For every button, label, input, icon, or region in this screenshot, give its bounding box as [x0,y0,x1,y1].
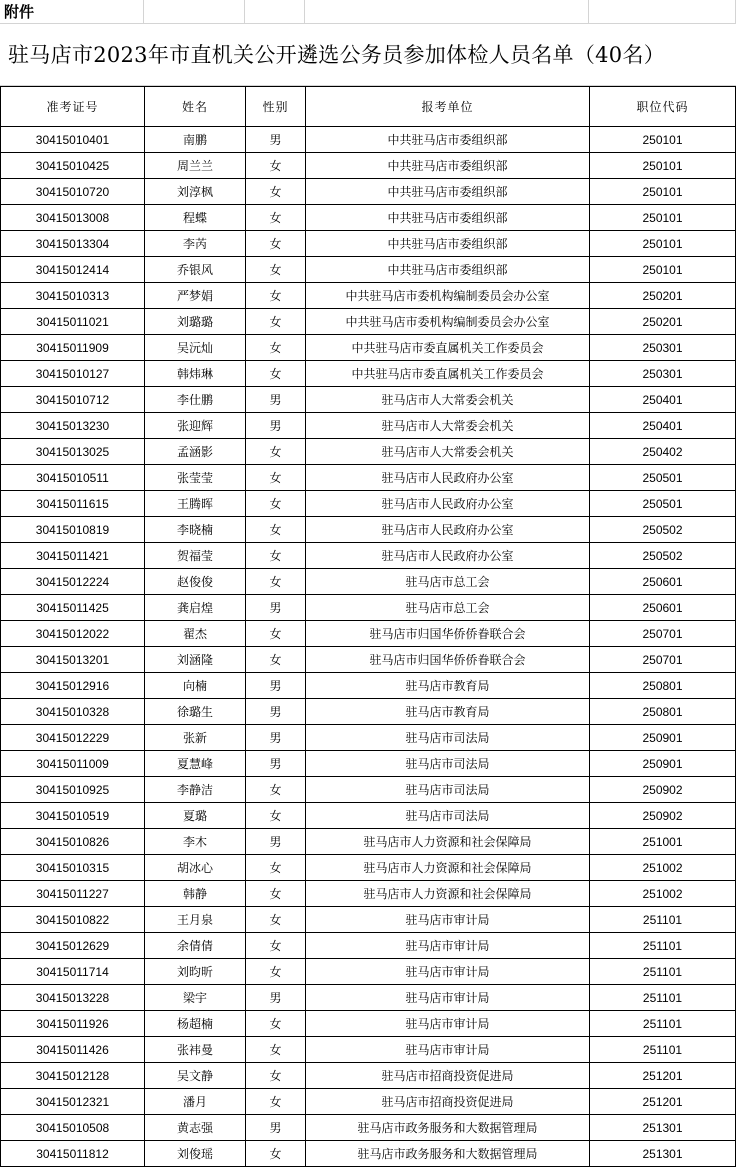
cell-position-code[interactable]: 250901 [590,751,736,777]
cell-unit[interactable]: 中共驻马店市委组织部 [306,179,590,205]
cell-gender[interactable]: 男 [246,413,306,439]
cell-exam-id[interactable]: 30415010511 [1,465,145,491]
table-row [1,751,736,777]
cell-gender[interactable]: 女 [246,907,306,933]
cell-position-code[interactable]: 250401 [590,413,736,439]
table-row [1,465,736,491]
cell-position-code[interactable]: 250101 [590,231,736,257]
table-row [1,179,736,205]
cell-position-code[interactable]: 251301 [590,1141,736,1167]
cell-unit[interactable]: 驻马店市教育局 [306,673,590,699]
cell-exam-id[interactable]: 30415010822 [1,907,145,933]
cell-position-code[interactable]: 250901 [590,725,736,751]
cell-unit[interactable]: 中共驻马店市委组织部 [306,153,590,179]
cell-gender[interactable]: 女 [246,1063,306,1089]
cell-exam-id[interactable]: 30415012414 [1,257,145,283]
cell-unit[interactable]: 中共驻马店市委组织部 [306,257,590,283]
header-unit[interactable]: 报考单位 [306,87,590,127]
cell-unit[interactable]: 驻马店市司法局 [306,751,590,777]
cell-position-code[interactable]: 251201 [590,1063,736,1089]
cell-gender[interactable]: 女 [246,777,306,803]
cell-unit[interactable]: 驻马店市审计局 [306,933,590,959]
cell-exam-id[interactable]: 30415010925 [1,777,145,803]
cell-position-code[interactable]: 250801 [590,673,736,699]
cell-gender[interactable]: 女 [246,1011,306,1037]
cell-position-code[interactable]: 250601 [590,595,736,621]
cell-exam-id[interactable]: 30415011009 [1,751,145,777]
cell-gender[interactable]: 男 [246,751,306,777]
cell-exam-id[interactable]: 30415013008 [1,205,145,231]
table-row [1,335,736,361]
cell-gender[interactable]: 男 [246,595,306,621]
cell-name[interactable]: 刘淳枫 [145,179,246,205]
cell-unit[interactable]: 驻马店市总工会 [306,595,590,621]
cell-name[interactable]: 余倩倩 [145,933,246,959]
cell-exam-id[interactable]: 30415010313 [1,283,145,309]
cell-unit[interactable]: 中共驻马店市委组织部 [306,127,590,153]
cell-unit[interactable]: 驻马店市归国华侨侨眷联合会 [306,647,590,673]
cell-exam-id[interactable]: 30415010425 [1,153,145,179]
cell-unit[interactable]: 驻马店市人大常委会机关 [306,413,590,439]
cell-exam-id[interactable]: 30415011425 [1,595,145,621]
table-row [1,673,736,699]
cell-exam-id[interactable]: 30415011615 [1,491,145,517]
table-row [1,1037,736,1063]
table-row [1,725,736,751]
cell-position-code[interactable]: 250101 [590,257,736,283]
cell-position-code[interactable]: 250301 [590,335,736,361]
cell-position-code[interactable]: 251101 [590,933,736,959]
cell-name[interactable]: 翟杰 [145,621,246,647]
empty-cell[interactable] [245,0,305,24]
cell-unit[interactable]: 驻马店市教育局 [306,699,590,725]
cell-unit[interactable]: 驻马店市人民政府办公室 [306,517,590,543]
cell-gender[interactable]: 女 [246,803,306,829]
cell-name[interactable]: 胡冰心 [145,855,246,881]
cell-position-code[interactable]: 251201 [590,1089,736,1115]
cell-name[interactable]: 吴文静 [145,1063,246,1089]
cell-name[interactable]: 王月泉 [145,907,246,933]
cell-name[interactable]: 贺福莹 [145,543,246,569]
cell-name[interactable]: 韩静 [145,881,246,907]
cell-exam-id[interactable]: 30415010819 [1,517,145,543]
cell-name[interactable]: 周兰兰 [145,153,246,179]
cell-position-code[interactable]: 250601 [590,569,736,595]
cell-name[interactable]: 程蝶 [145,205,246,231]
cell-exam-id[interactable]: 30415012916 [1,673,145,699]
cell-unit[interactable]: 驻马店市人大常委会机关 [306,387,590,413]
cell-name[interactable]: 潘月 [145,1089,246,1115]
cell-name[interactable]: 张莹莹 [145,465,246,491]
cell-gender[interactable]: 女 [246,1089,306,1115]
cell-exam-id[interactable]: 30415010127 [1,361,145,387]
cell-exam-id[interactable]: 30415010826 [1,829,145,855]
cell-unit[interactable]: 驻马店市审计局 [306,959,590,985]
cell-unit[interactable]: 驻马店市司法局 [306,725,590,751]
table-row [1,1089,736,1115]
cell-exam-id[interactable]: 30415011421 [1,543,145,569]
cell-unit[interactable]: 中共驻马店市委机构编制委员会办公室 [306,309,590,335]
cell-name[interactable]: 刘俊瑶 [145,1141,246,1167]
cell-gender[interactable]: 女 [246,491,306,517]
cell-unit[interactable]: 驻马店市审计局 [306,1037,590,1063]
cell-unit[interactable]: 驻马店市总工会 [306,569,590,595]
empty-cell[interactable] [589,0,736,24]
cell-position-code[interactable]: 250701 [590,621,736,647]
cell-name[interactable]: 赵俊俊 [145,569,246,595]
cell-exam-id[interactable]: 30415013025 [1,439,145,465]
cell-exam-id[interactable]: 30415012224 [1,569,145,595]
table-row [1,595,736,621]
cell-exam-id[interactable]: 30415011926 [1,1011,145,1037]
cell-position-code[interactable]: 251002 [590,881,736,907]
cell-gender[interactable]: 男 [246,1115,306,1141]
table-row [1,361,736,387]
cell-gender[interactable]: 女 [246,179,306,205]
cell-exam-id[interactable]: 30415013304 [1,231,145,257]
cell-position-code[interactable]: 250402 [590,439,736,465]
cell-position-code[interactable]: 251002 [590,855,736,881]
cell-exam-id[interactable]: 30415013228 [1,985,145,1011]
table-row [1,959,736,985]
cell-exam-id[interactable]: 30415011714 [1,959,145,985]
table-row [1,985,736,1011]
table-row [1,127,736,153]
cell-unit[interactable]: 驻马店市政务服务和大数据管理局 [306,1115,590,1141]
table-row [1,881,736,907]
cell-name[interactable]: 刘璐璐 [145,309,246,335]
cell-unit[interactable]: 驻马店市政务服务和大数据管理局 [306,1141,590,1167]
candidate-table [0,86,736,1167]
cell-gender[interactable]: 女 [246,153,306,179]
cell-unit[interactable]: 驻马店市人民政府办公室 [306,465,590,491]
table-row [1,1141,736,1167]
cell-gender[interactable]: 女 [246,569,306,595]
table-row [1,855,736,881]
cell-position-code[interactable]: 250101 [590,179,736,205]
cell-name[interactable]: 李芮 [145,231,246,257]
cell-exam-id[interactable]: 30415013201 [1,647,145,673]
cell-position-code[interactable]: 250801 [590,699,736,725]
cell-gender[interactable]: 女 [246,439,306,465]
table-row [1,543,736,569]
cell-name[interactable]: 南鹏 [145,127,246,153]
cell-position-code[interactable]: 250201 [590,309,736,335]
cell-unit[interactable]: 驻马店市司法局 [306,803,590,829]
cell-position-code[interactable]: 251101 [590,907,736,933]
cell-unit[interactable]: 驻马店市审计局 [306,985,590,1011]
cell-gender[interactable]: 男 [246,387,306,413]
table-row [1,491,736,517]
cell-name[interactable]: 王腾晖 [145,491,246,517]
cell-position-code[interactable]: 250101 [590,153,736,179]
cell-gender[interactable]: 男 [246,829,306,855]
table-row [1,1115,736,1141]
cell-position-code[interactable]: 250501 [590,491,736,517]
table-row [1,907,736,933]
table-row [1,647,736,673]
cell-gender[interactable]: 女 [246,933,306,959]
cell-gender[interactable]: 女 [246,205,306,231]
cell-exam-id[interactable]: 30415010328 [1,699,145,725]
table-row [1,1063,736,1089]
header-exam-id[interactable]: 准考证号 [1,87,145,127]
cell-position-code[interactable]: 251101 [590,1011,736,1037]
cell-position-code[interactable]: 250301 [590,361,736,387]
table-row [1,153,736,179]
cell-name[interactable]: 李木 [145,829,246,855]
cell-exam-id[interactable]: 30415010519 [1,803,145,829]
cell-name[interactable]: 向楠 [145,673,246,699]
cell-unit[interactable]: 中共驻马店市委直属机关工作委员会 [306,361,590,387]
table-row [1,309,736,335]
cell-name[interactable]: 夏慧峰 [145,751,246,777]
cell-gender[interactable]: 女 [246,283,306,309]
cell-gender[interactable]: 女 [246,543,306,569]
table-row [1,1011,736,1037]
cell-exam-id[interactable]: 30415011426 [1,1037,145,1063]
cell-gender[interactable]: 女 [246,465,306,491]
cell-name[interactable]: 李仕鹏 [145,387,246,413]
cell-position-code[interactable]: 251101 [590,959,736,985]
cell-gender[interactable]: 男 [246,985,306,1011]
table-header-row [1,87,736,127]
cell-position-code[interactable]: 250401 [590,387,736,413]
cell-position-code[interactable]: 250502 [590,517,736,543]
cell-position-code[interactable]: 251301 [590,1115,736,1141]
table-row [1,829,736,855]
cell-exam-id[interactable]: 30415011227 [1,881,145,907]
cell-gender[interactable]: 男 [246,673,306,699]
cell-unit[interactable]: 驻马店市司法局 [306,777,590,803]
cell-position-code[interactable]: 250201 [590,283,736,309]
table-row [1,439,736,465]
cell-unit[interactable]: 中共驻马店市委组织部 [306,205,590,231]
cell-position-code[interactable]: 250101 [590,205,736,231]
cell-gender[interactable]: 男 [246,127,306,153]
cell-unit[interactable]: 驻马店市人民政府办公室 [306,491,590,517]
cell-unit[interactable]: 驻马店市审计局 [306,1011,590,1037]
cell-exam-id[interactable]: 30415010720 [1,179,145,205]
attachment-label[interactable]: 附件 [0,0,144,24]
cell-name[interactable]: 张迎辉 [145,413,246,439]
cell-position-code[interactable]: 250501 [590,465,736,491]
cell-name[interactable]: 刘昀昕 [145,959,246,985]
cell-exam-id[interactable]: 30415010315 [1,855,145,881]
cell-unit[interactable]: 驻马店市人民政府办公室 [306,543,590,569]
cell-unit[interactable]: 驻马店市人大常委会机关 [306,439,590,465]
cell-name[interactable]: 李静洁 [145,777,246,803]
cell-name[interactable]: 龚启煌 [145,595,246,621]
cell-position-code[interactable]: 251001 [590,829,736,855]
cell-name[interactable]: 严梦娟 [145,283,246,309]
cell-unit[interactable]: 驻马店市招商投资促进局 [306,1063,590,1089]
header-position-code[interactable]: 职位代码 [590,87,736,127]
cell-gender[interactable]: 男 [246,699,306,725]
table-row [1,257,736,283]
table-row [1,777,736,803]
cell-name[interactable]: 刘涵隆 [145,647,246,673]
cell-exam-id[interactable]: 30415011909 [1,335,145,361]
cell-position-code[interactable]: 250902 [590,803,736,829]
cell-exam-id[interactable]: 30415010508 [1,1115,145,1141]
cell-name[interactable]: 吴沅灿 [145,335,246,361]
table-row [1,413,736,439]
cell-gender[interactable]: 女 [246,335,306,361]
cell-exam-id[interactable]: 30415012022 [1,621,145,647]
cell-exam-id[interactable]: 30415011021 [1,309,145,335]
page-title[interactable]: 驻马店市2023年市直机关公开遴选公务员参加体检人员名单（40名） [8,43,666,67]
cell-gender[interactable]: 女 [246,309,306,335]
attachment-row [0,0,736,24]
cell-name[interactable]: 张袆曼 [145,1037,246,1063]
table-row [1,205,736,231]
cell-exam-id[interactable]: 30415013230 [1,413,145,439]
cell-name[interactable]: 乔银风 [145,257,246,283]
table-row [1,387,736,413]
cell-name[interactable]: 梁宇 [145,985,246,1011]
table-row [1,933,736,959]
cell-unit[interactable]: 驻马店市人力资源和社会保障局 [306,881,590,907]
cell-exam-id[interactable]: 30415010401 [1,127,145,153]
cell-position-code[interactable]: 250101 [590,127,736,153]
cell-unit[interactable]: 驻马店市人力资源和社会保障局 [306,855,590,881]
cell-exam-id[interactable]: 30415012321 [1,1089,145,1115]
cell-gender[interactable]: 女 [246,517,306,543]
cell-unit[interactable]: 驻马店市归国华侨侨眷联合会 [306,621,590,647]
cell-exam-id[interactable]: 30415012128 [1,1063,145,1089]
table-body [1,127,736,1167]
cell-gender[interactable]: 女 [246,647,306,673]
cell-gender[interactable]: 女 [246,231,306,257]
cell-name[interactable]: 黄志强 [145,1115,246,1141]
cell-position-code[interactable]: 250502 [590,543,736,569]
cell-unit[interactable]: 驻马店市招商投资促进局 [306,1089,590,1115]
cell-gender[interactable]: 女 [246,855,306,881]
cell-gender[interactable]: 女 [246,881,306,907]
table-row [1,803,736,829]
table-row [1,231,736,257]
cell-gender[interactable]: 男 [246,725,306,751]
table-row [1,283,736,309]
cell-name[interactable]: 杨超楠 [145,1011,246,1037]
title-row [0,24,736,86]
cell-exam-id[interactable]: 30415011812 [1,1141,145,1167]
cell-name[interactable]: 徐璐生 [145,699,246,725]
cell-exam-id[interactable]: 30415012629 [1,933,145,959]
cell-gender[interactable]: 女 [246,1141,306,1167]
cell-unit[interactable]: 驻马店市审计局 [306,907,590,933]
cell-unit[interactable]: 中共驻马店市委直属机关工作委员会 [306,335,590,361]
table-row [1,517,736,543]
cell-gender[interactable]: 女 [246,1037,306,1063]
header-gender[interactable]: 性别 [246,87,306,127]
cell-position-code[interactable]: 251101 [590,1037,736,1063]
cell-position-code[interactable]: 251101 [590,985,736,1011]
cell-unit[interactable]: 中共驻马店市委组织部 [306,231,590,257]
cell-gender[interactable]: 女 [246,959,306,985]
table-row [1,699,736,725]
cell-gender[interactable]: 女 [246,361,306,387]
cell-unit[interactable]: 驻马店市人力资源和社会保障局 [306,829,590,855]
cell-name[interactable]: 孟涵影 [145,439,246,465]
cell-name[interactable]: 张新 [145,725,246,751]
cell-position-code[interactable]: 250902 [590,777,736,803]
cell-exam-id[interactable]: 30415012229 [1,725,145,751]
cell-name[interactable]: 李晓楠 [145,517,246,543]
cell-name[interactable]: 夏璐 [145,803,246,829]
empty-cell[interactable] [144,0,245,24]
cell-gender[interactable]: 女 [246,621,306,647]
table-row [1,621,736,647]
header-name[interactable]: 姓名 [145,87,246,127]
cell-unit[interactable]: 中共驻马店市委机构编制委员会办公室 [306,283,590,309]
cell-exam-id[interactable]: 30415010712 [1,387,145,413]
cell-position-code[interactable]: 250701 [590,647,736,673]
cell-gender[interactable]: 女 [246,257,306,283]
empty-cell[interactable] [305,0,589,24]
cell-name[interactable]: 韩炜琳 [145,361,246,387]
table-row [1,569,736,595]
